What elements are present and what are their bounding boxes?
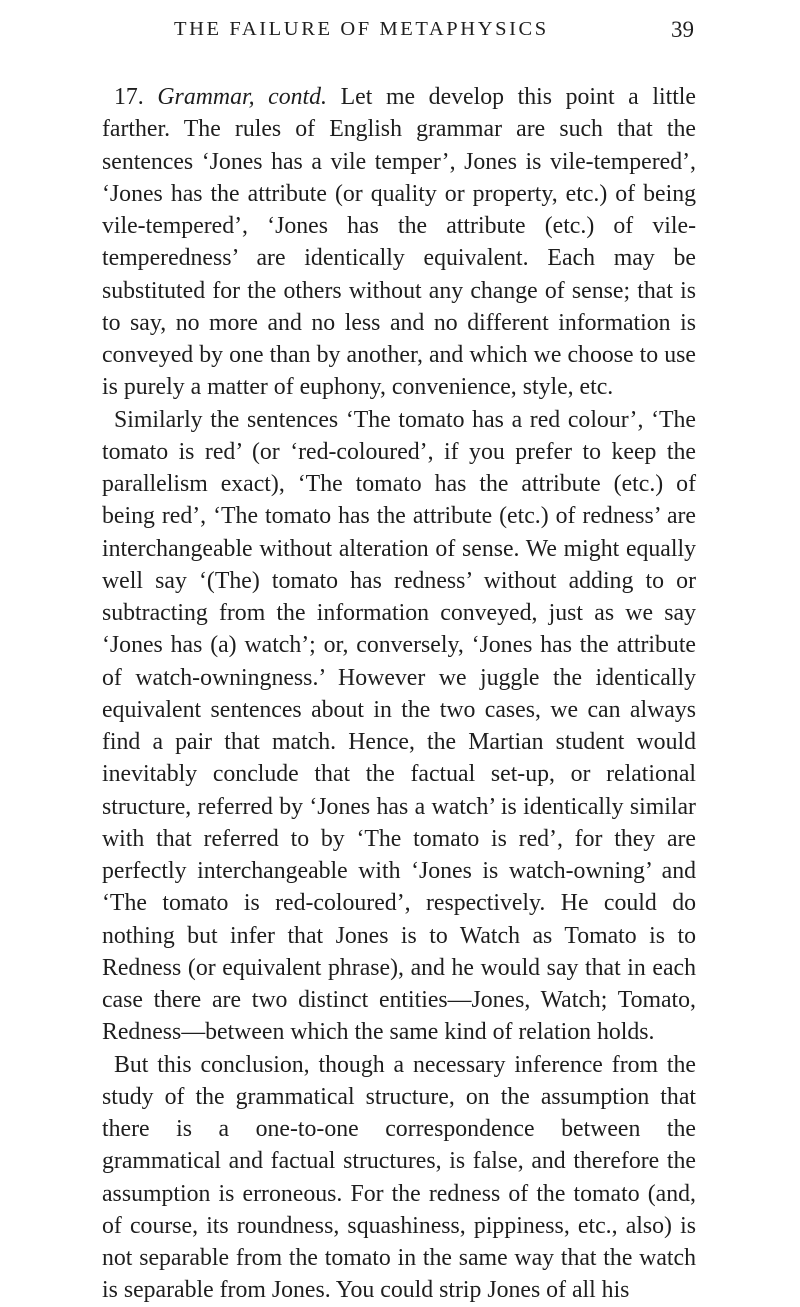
section-heading: Grammar, contd.	[157, 84, 328, 110]
paragraph-1	[102, 81, 696, 404]
running-head-title: THE FAILURE OF METAPHYSICS	[174, 18, 549, 40]
book-page	[102, 0, 696, 1304]
paragraph-1-text: Let me develop this point a little farther. The rules of English grammar are such that the sentences ‘Jones has a vile temper’, Jones is vile-tempered’, ‘Jones has the attribute (or quality or property, etc.) of being vile-tempered’, ‘Jones has the attribute (etc.) of vile-temperedness’ are identically equivalent. Each may be substituted for the others without any change of sense; that is to say, no more and no less and no different information is conveyed by one than by another, and which we choose to use is purely a matter of euphony, convenience, style, etc.	[102, 84, 696, 401]
paragraph-2: Similarly the sentences ‘The tomato has a red colour’, ‘The tomato is red’ (or ‘red-coloured’, if you prefer to keep the parallelism exact), ‘The tomato has the attribute (etc.) of being red’, ‘The tomato has the attribute (etc.) of redness’ are interchangeable without alteration of sense. We might equally well say ‘(The) tomato has redness’ without adding to or subtracting from the information conveyed, just as we say ‘Jones has (a) watch’; or, conversely, ‘Jones has the attribute of watch-owningness.’ However we juggle the identically equivalent sentences about in the two cases, we can always find a pair that match. Hence, the Martian student would inevitably conclude that the factual set-up, or relational structure, referred by ‘Jones has a watch’ is identically similar with that referred to by ‘The tomato is red’, for they are perfectly interchangeable with ‘Jones is watch-owning’ and ‘The tomato is red-coloured’, respectively. He could do nothing but infer that Jones is to Watch as Tomato is to Redness (or equivalent phrase), and he would say that in each case there are two distinct entities—Jones, Watch; Tomato, Redness—between which the same kind of relation holds.	[102, 406, 696, 1046]
body-text	[102, 81, 696, 1307]
running-head	[102, 0, 696, 56]
paragraph-3: But this conclusion, though a necessary inference from the study of the grammatical structure, on the assumption that there is a one-to-one correspondence between the grammatical and factual structures, is false, and therefore the assumption is erroneous. For the redness of the tomato (and, of course, its roundness, squashiness, pippiness, etc., also) is not separable from the tomato in the same way that the watch is separable from Jones. You could strip Jones of all his	[102, 1051, 696, 1304]
page-number: 39	[671, 17, 694, 42]
section-number: 17.	[114, 84, 144, 110]
